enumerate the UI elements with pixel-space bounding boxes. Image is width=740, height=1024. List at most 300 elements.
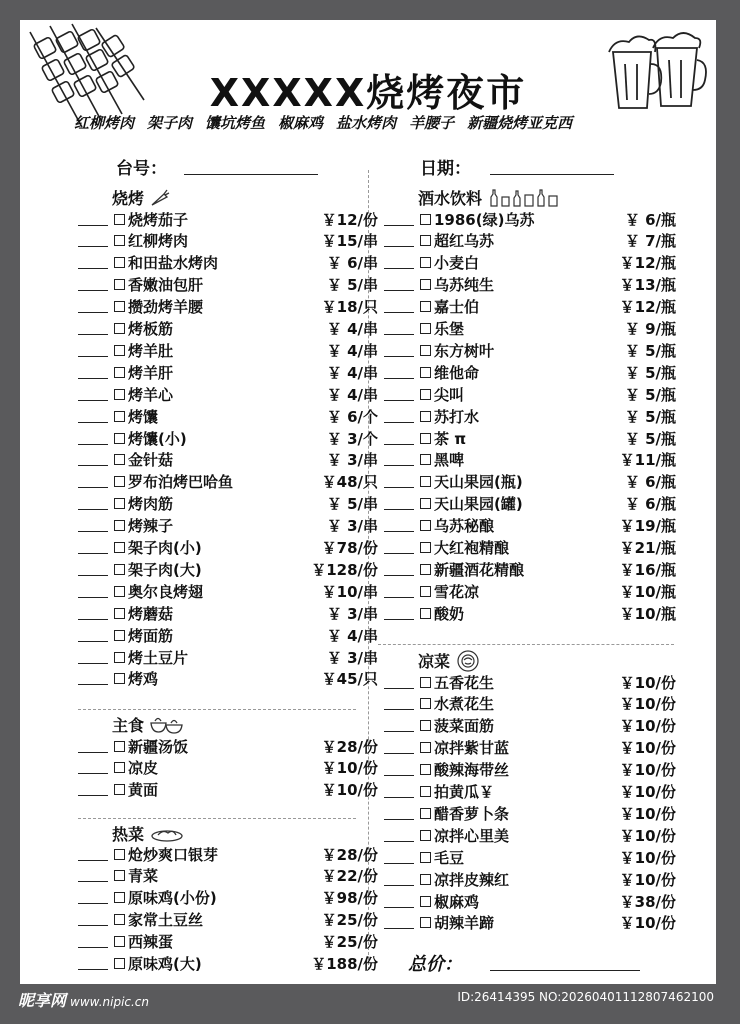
item-price: ￥78/份 — [321, 539, 378, 557]
item-price: ￥ 5/瓶 — [624, 429, 676, 448]
quantity-blank[interactable] — [384, 763, 414, 776]
item-price: ￥ 4/串 — [326, 320, 378, 338]
quantity-blank[interactable] — [384, 807, 414, 820]
item-price: ￥ 6/瓶 — [624, 473, 676, 492]
menu-item[interactable] — [384, 868, 676, 890]
item-price: ￥10/份 — [619, 695, 676, 714]
item-checkbox[interactable] — [114, 914, 125, 925]
item-checkbox[interactable] — [114, 301, 125, 312]
quantity-blank[interactable] — [78, 672, 108, 685]
item-checkbox[interactable] — [420, 345, 431, 356]
item-checkbox[interactable] — [114, 367, 125, 378]
item-checkbox[interactable] — [114, 214, 125, 225]
item-checkbox[interactable] — [114, 652, 125, 663]
item-price: ￥ 5/瓶 — [624, 385, 676, 404]
item-checkbox[interactable] — [114, 389, 125, 400]
item-checkbox[interactable] — [114, 892, 125, 903]
item-price: ￥38/份 — [619, 892, 676, 911]
quantity-blank[interactable] — [384, 256, 414, 269]
section-title-staple: 主食 — [112, 713, 184, 736]
item-checkbox[interactable] — [420, 786, 431, 797]
menu-item[interactable] — [78, 931, 378, 953]
section-title-drinks: 酒水饮料 — [418, 186, 560, 209]
item-price: ￥10/份 — [619, 914, 676, 933]
quantity-blank[interactable] — [78, 848, 108, 861]
item-price: ￥15/串 — [321, 232, 378, 251]
item-name: 超红乌苏 — [434, 232, 495, 251]
quantity-blank[interactable] — [78, 519, 108, 532]
item-name: 椒麻鸡 — [434, 892, 480, 911]
item-price: ￥ 5/串 — [326, 495, 378, 514]
item-checkbox[interactable] — [420, 917, 431, 928]
menu-item[interactable] — [384, 602, 676, 624]
item-name: 原味鸡(大) — [128, 955, 202, 973]
menu-item[interactable] — [384, 230, 676, 252]
item-checkbox[interactable] — [114, 608, 125, 619]
item-name: 雪花凉 — [434, 582, 480, 601]
quantity-blank[interactable] — [78, 935, 108, 948]
menu-item[interactable] — [384, 537, 676, 559]
item-price: ￥ 5/瓶 — [624, 363, 676, 382]
specialty-item: 盐水烤肉 — [336, 114, 397, 132]
menu-item[interactable] — [384, 208, 676, 230]
watermark-site: 昵享网 www.nipic.cn — [18, 991, 150, 1010]
menu-item[interactable] — [78, 779, 378, 801]
specialty-item: 红柳烤肉 — [74, 114, 135, 132]
quantity-blank[interactable] — [78, 278, 108, 291]
item-checkbox[interactable] — [114, 936, 125, 947]
quantity-blank[interactable] — [384, 851, 414, 864]
item-name: 黄面 — [128, 781, 159, 800]
menu-item[interactable] — [384, 824, 676, 846]
item-checkbox[interactable] — [114, 564, 125, 575]
quantity-blank[interactable] — [384, 388, 414, 401]
item-name: 烧烤茄子 — [128, 210, 189, 229]
quantity-blank[interactable] — [384, 895, 414, 908]
menu-item[interactable] — [78, 580, 378, 602]
item-checkbox[interactable] — [420, 433, 431, 444]
quantity-blank[interactable] — [384, 563, 414, 576]
quantity-blank[interactable] — [384, 410, 414, 423]
item-price: ￥12/份 — [321, 210, 378, 229]
item-price: ￥ 6/瓶 — [624, 495, 676, 514]
item-checkbox[interactable] — [114, 958, 125, 969]
menu-item[interactable] — [78, 318, 378, 340]
quantity-blank[interactable] — [78, 300, 108, 313]
item-name: 东方树叶 — [434, 341, 495, 360]
menu-item[interactable] — [384, 737, 676, 759]
item-checkbox[interactable] — [114, 849, 125, 860]
quantity-blank[interactable] — [78, 651, 108, 664]
menu-item[interactable] — [78, 427, 378, 449]
item-price: ￥188/份 — [311, 955, 378, 973]
item-name: 大红袍精酿 — [434, 539, 510, 557]
menu-item[interactable] — [384, 802, 676, 824]
section-divider — [78, 709, 356, 710]
quantity-blank[interactable] — [384, 322, 414, 335]
item-name: 烤面筋 — [128, 626, 174, 645]
item-checkbox[interactable] — [114, 411, 125, 422]
menu-item[interactable] — [384, 471, 676, 493]
quantity-blank[interactable] — [78, 322, 108, 335]
menu-item[interactable] — [78, 757, 378, 779]
menu-item[interactable] — [78, 208, 378, 230]
item-checkbox[interactable] — [420, 323, 431, 334]
quantity-blank[interactable] — [78, 410, 108, 423]
item-checkbox[interactable] — [420, 301, 431, 312]
item-price: ￥10/份 — [619, 870, 676, 889]
quantity-blank[interactable] — [78, 891, 108, 904]
item-checkbox[interactable] — [114, 235, 125, 246]
quantity-blank[interactable] — [78, 234, 108, 247]
table-number-label: 台号： — [116, 159, 167, 179]
item-price: ￥10/份 — [619, 783, 676, 801]
item-price: ￥28/份 — [321, 737, 378, 756]
menu-item[interactable] — [78, 537, 378, 559]
quantity-blank[interactable] — [78, 344, 108, 357]
item-checkbox[interactable] — [114, 279, 125, 290]
item-name: 青菜 — [128, 867, 159, 886]
item-name: 烤肉筋 — [128, 495, 174, 514]
item-checkbox[interactable] — [420, 808, 431, 819]
quantity-blank[interactable] — [384, 453, 414, 466]
menu-item[interactable] — [78, 361, 378, 383]
menu-item[interactable] — [384, 912, 676, 934]
date-field[interactable] — [490, 174, 614, 175]
item-name: 原味鸡(小份) — [128, 889, 217, 908]
item-checkbox[interactable] — [420, 677, 431, 688]
item-price: ￥ 5/串 — [326, 276, 378, 295]
item-checkbox[interactable] — [420, 389, 431, 400]
item-price: ￥48/只 — [321, 473, 378, 492]
menu-item[interactable] — [78, 296, 378, 318]
quantity-blank[interactable] — [384, 213, 414, 226]
item-name: 架子肉(小) — [128, 539, 202, 557]
item-name: 烤鸡 — [128, 670, 159, 689]
item-name: 尖叫 — [434, 385, 465, 404]
item-name: 小麦白 — [434, 254, 480, 273]
menu-item[interactable] — [384, 318, 676, 340]
menu-item[interactable] — [384, 493, 676, 515]
item-checkbox[interactable] — [114, 433, 125, 444]
menu-item[interactable] — [78, 843, 378, 865]
item-name: 凉拌皮辣红 — [434, 870, 510, 889]
item-price: ￥21/瓶 — [619, 539, 676, 557]
item-checkbox[interactable] — [114, 870, 125, 881]
item-price: ￥25/份 — [321, 933, 378, 952]
item-name: 茶 π — [434, 429, 467, 448]
item-checkbox[interactable] — [420, 367, 431, 378]
section-title-hot: 热菜 — [112, 822, 184, 845]
menu-item[interactable] — [384, 296, 676, 318]
item-name: 烤羊肚 — [128, 341, 174, 360]
specialty-item: 架子肉 — [147, 114, 193, 132]
item-name: 烤辣子 — [128, 517, 174, 536]
item-name: 黑啤 — [434, 451, 465, 470]
quantity-blank[interactable] — [78, 541, 108, 554]
quantity-blank[interactable] — [78, 366, 108, 379]
item-price: ￥13/瓶 — [619, 276, 676, 295]
item-checkbox[interactable] — [114, 520, 125, 531]
quantity-blank[interactable] — [78, 388, 108, 401]
quantity-blank[interactable] — [78, 740, 108, 753]
menu-item[interactable] — [78, 865, 378, 887]
item-checkbox[interactable] — [114, 741, 125, 752]
item-price: ￥12/瓶 — [619, 254, 676, 273]
bowls-icon — [150, 715, 184, 735]
quantity-blank[interactable] — [78, 563, 108, 576]
item-name: 新疆汤饭 — [128, 737, 189, 756]
quantity-blank[interactable] — [78, 869, 108, 882]
item-checkbox[interactable] — [420, 608, 431, 619]
item-checkbox[interactable] — [114, 586, 125, 597]
item-price: ￥10/串 — [321, 582, 378, 601]
item-price: ￥ 3/串 — [326, 648, 378, 667]
item-price: ￥10/份 — [619, 717, 676, 736]
item-name: 烤馕 — [128, 407, 159, 426]
menu-item[interactable] — [78, 339, 378, 361]
menu-item[interactable] — [78, 383, 378, 405]
item-name: 乌苏秘酿 — [434, 517, 495, 536]
salad-plate-icon — [456, 650, 480, 672]
menu-item[interactable] — [384, 671, 676, 693]
table-number-field[interactable] — [184, 174, 318, 175]
item-price: ￥ 4/串 — [326, 626, 378, 645]
quantity-blank[interactable] — [384, 497, 414, 510]
item-name: 烤羊肝 — [128, 363, 174, 382]
item-name: 西辣蛋 — [128, 933, 174, 952]
menu-item[interactable] — [384, 274, 676, 296]
item-checkbox[interactable] — [420, 257, 431, 268]
item-checkbox[interactable] — [420, 852, 431, 863]
item-checkbox[interactable] — [420, 454, 431, 465]
menu-item[interactable] — [78, 449, 378, 471]
item-checkbox[interactable] — [420, 874, 431, 885]
menu-item[interactable] — [384, 890, 676, 912]
item-name: 胡辣羊蹄 — [434, 914, 495, 933]
quantity-blank[interactable] — [384, 278, 414, 291]
quantity-blank[interactable] — [78, 761, 108, 774]
specialty-item: 椒麻鸡 — [278, 114, 324, 132]
menu-item[interactable] — [78, 735, 378, 757]
quantity-blank[interactable] — [384, 741, 414, 754]
item-checkbox[interactable] — [114, 784, 125, 795]
item-checkbox[interactable] — [420, 720, 431, 731]
section-divider — [378, 644, 674, 645]
item-price: ￥45/只 — [321, 670, 378, 689]
item-checkbox[interactable] — [420, 896, 431, 907]
menu-item[interactable] — [384, 252, 676, 274]
item-name: 醋香萝卜条 — [434, 804, 510, 823]
menu-item[interactable] — [384, 339, 676, 361]
menu-item[interactable] — [384, 558, 676, 580]
menu-item[interactable] — [78, 252, 378, 274]
quantity-blank[interactable] — [384, 873, 414, 886]
menu-item[interactable] — [78, 515, 378, 537]
item-checkbox[interactable] — [420, 235, 431, 246]
quantity-blank[interactable] — [384, 916, 414, 929]
item-name: 维他命 — [434, 363, 480, 382]
item-name: 烤羊心 — [128, 385, 174, 404]
menu-sheet — [20, 20, 716, 984]
item-price: ￥ 4/串 — [326, 385, 378, 404]
quantity-blank[interactable] — [384, 300, 414, 313]
item-price: ￥ 5/瓶 — [624, 341, 676, 360]
quantity-blank[interactable] — [384, 519, 414, 532]
item-price: ￥ 3/串 — [326, 451, 378, 470]
menu-item[interactable] — [78, 274, 378, 296]
item-name: 新疆酒花精酿 — [434, 560, 525, 579]
item-checkbox[interactable] — [420, 698, 431, 709]
quantity-blank[interactable] — [78, 432, 108, 445]
quantity-blank[interactable] — [384, 676, 414, 689]
menu-item[interactable] — [384, 693, 676, 715]
item-checkbox[interactable] — [420, 764, 431, 775]
item-name: 香嫩油包肝 — [128, 276, 204, 295]
item-name: 奥尔良烤翅 — [128, 582, 204, 601]
item-price: ￥128/份 — [311, 560, 378, 579]
menu-item[interactable] — [78, 230, 378, 252]
item-checkbox[interactable] — [114, 454, 125, 465]
item-price: ￥ 3/串 — [326, 604, 378, 623]
specialty-item: 新疆烧烤亚克西 — [467, 114, 573, 132]
item-checkbox[interactable] — [420, 742, 431, 753]
item-checkbox[interactable] — [114, 498, 125, 509]
item-checkbox[interactable] — [114, 542, 125, 553]
item-checkbox[interactable] — [114, 630, 125, 641]
item-checkbox[interactable] — [420, 542, 431, 553]
quantity-blank[interactable] — [384, 234, 414, 247]
specialty-list — [74, 112, 714, 133]
menu-item[interactable] — [384, 846, 676, 868]
item-price: ￥ 3/串 — [326, 517, 378, 536]
menu-item[interactable] — [78, 909, 378, 931]
item-name: 天山果园(罐) — [434, 495, 523, 514]
quantity-blank[interactable] — [384, 366, 414, 379]
dish-plate-icon — [150, 826, 184, 842]
menu-item[interactable] — [384, 383, 676, 405]
item-checkbox[interactable] — [420, 476, 431, 487]
item-name: 嘉士伯 — [434, 298, 480, 317]
section-divider — [78, 818, 356, 819]
item-name: 烤馕(小) — [128, 429, 187, 448]
item-checkbox[interactable] — [114, 762, 125, 773]
quantity-blank[interactable] — [78, 256, 108, 269]
quantity-blank[interactable] — [384, 785, 414, 798]
menu-item[interactable] — [78, 493, 378, 515]
quantity-blank[interactable] — [78, 957, 108, 970]
menu-item[interactable] — [78, 471, 378, 493]
quantity-blank[interactable] — [78, 783, 108, 796]
item-checkbox[interactable] — [114, 257, 125, 268]
item-price: ￥ 9/瓶 — [624, 320, 676, 338]
quantity-blank[interactable] — [78, 213, 108, 226]
menu-item[interactable] — [78, 624, 378, 646]
menu-item[interactable] — [78, 405, 378, 427]
quantity-blank[interactable] — [384, 719, 414, 732]
menu-item[interactable] — [78, 602, 378, 624]
item-price: ￥11/瓶 — [619, 451, 676, 470]
item-price: ￥25/份 — [321, 911, 378, 930]
item-name: 和田盐水烤肉 — [128, 254, 219, 273]
item-name: 拍黄瓜￥ — [434, 783, 495, 801]
quantity-blank[interactable] — [384, 607, 414, 620]
item-checkbox[interactable] — [114, 345, 125, 356]
total-field[interactable] — [490, 970, 640, 971]
quantity-blank[interactable] — [384, 432, 414, 445]
item-checkbox[interactable] — [420, 279, 431, 290]
quantity-blank[interactable] — [384, 344, 414, 357]
quantity-blank[interactable] — [384, 475, 414, 488]
menu-item[interactable] — [78, 887, 378, 909]
item-name: 炝炒爽口银芽 — [128, 845, 219, 864]
quantity-blank[interactable] — [78, 629, 108, 642]
item-price: ￥10/份 — [321, 781, 378, 800]
quantity-blank[interactable] — [384, 585, 414, 598]
item-name: 菠菜面筋 — [434, 717, 495, 736]
item-name: 水煮花生 — [434, 695, 495, 714]
item-checkbox[interactable] — [420, 830, 431, 841]
quantity-blank[interactable] — [78, 497, 108, 510]
menu-item[interactable] — [78, 558, 378, 580]
item-price: ￥98/份 — [321, 889, 378, 908]
item-checkbox[interactable] — [420, 214, 431, 225]
quantity-blank[interactable] — [78, 607, 108, 620]
menu-item[interactable] — [384, 781, 676, 803]
quantity-blank[interactable] — [384, 697, 414, 710]
menu-item[interactable] — [384, 427, 676, 449]
item-price: ￥10/份 — [619, 826, 676, 845]
item-checkbox[interactable] — [420, 564, 431, 575]
quantity-blank[interactable] — [384, 829, 414, 842]
item-name: 苏打水 — [434, 407, 480, 426]
quantity-blank[interactable] — [78, 453, 108, 466]
menu-item[interactable] — [78, 953, 378, 975]
menu-item[interactable] — [384, 515, 676, 537]
quantity-blank[interactable] — [78, 475, 108, 488]
item-checkbox[interactable] — [420, 586, 431, 597]
menu-item[interactable] — [384, 405, 676, 427]
item-checkbox[interactable] — [420, 498, 431, 509]
menu-item[interactable] — [384, 449, 676, 471]
menu-item[interactable] — [78, 668, 378, 690]
item-price: ￥ 4/串 — [326, 341, 378, 360]
item-price: ￥10/份 — [619, 739, 676, 758]
menu-item[interactable] — [384, 759, 676, 781]
item-checkbox[interactable] — [114, 323, 125, 334]
item-name: 乐堡 — [434, 320, 465, 338]
item-name: 凉皮 — [128, 759, 159, 778]
item-price: ￥ 6/串 — [326, 254, 378, 273]
item-price: ￥12/瓶 — [619, 298, 676, 317]
carrot-icon — [150, 189, 170, 207]
quantity-blank[interactable] — [384, 541, 414, 554]
item-checkbox[interactable] — [420, 520, 431, 531]
menu-item[interactable] — [384, 361, 676, 383]
item-name: 天山果园(瓶) — [434, 473, 523, 492]
quantity-blank[interactable] — [78, 913, 108, 926]
item-name: 烤板筋 — [128, 320, 174, 338]
item-name: 凉拌心里美 — [434, 826, 510, 845]
bottles-icon — [488, 189, 560, 207]
item-checkbox[interactable] — [114, 476, 125, 487]
menu-item[interactable] — [384, 580, 676, 602]
item-checkbox[interactable] — [420, 411, 431, 422]
menu-item[interactable] — [384, 715, 676, 737]
item-checkbox[interactable] — [114, 673, 125, 684]
quantity-blank[interactable] — [78, 585, 108, 598]
menu-item[interactable] — [78, 646, 378, 668]
